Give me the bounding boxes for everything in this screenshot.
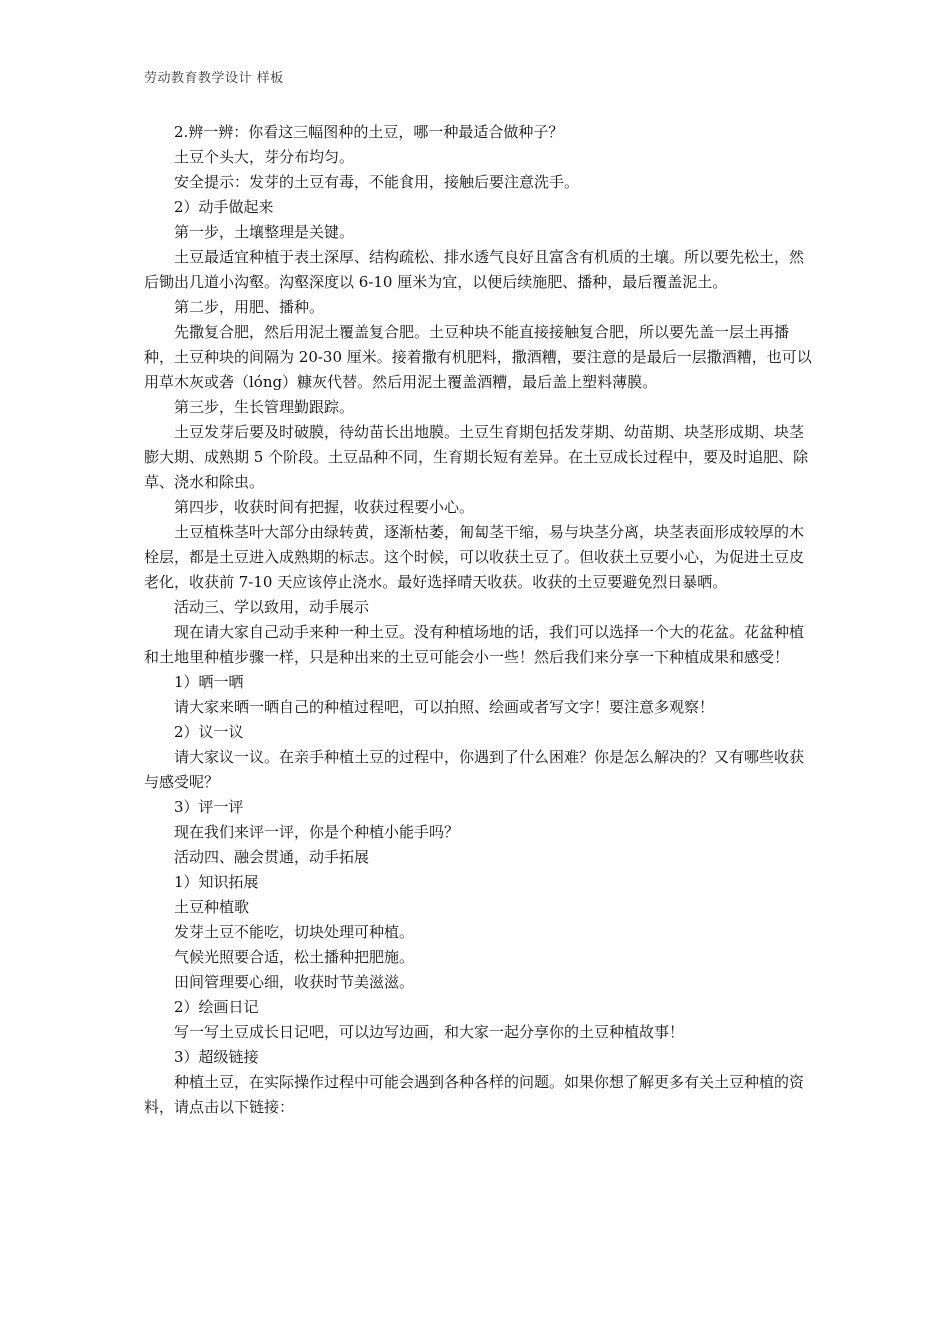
paragraph: 现在我们来评一评，你是个种植小能手吗？: [174, 823, 460, 841]
paragraph: 土豆最适宜种植于表土深厚、结构疏松、排水透气良好且富含有机质的土壤。所以要先松土，然后锄出几道小沟壑。沟壑深度以 6-10 厘米为宜，以便后续施肥、播种，最后覆盖泥土。: [144, 248, 805, 291]
page-header: 劳动教育教学设计 样板: [144, 71, 284, 86]
paragraph: 土豆个头大，芽分布均匀。: [174, 148, 355, 166]
paragraph: 请大家议一议。在亲手种植土豆的过程中，你遇到了什么困难？你是怎么解决的？又有哪些收获与感受呢？: [144, 748, 805, 791]
paragraph: 第二步，用肥、播种。: [174, 298, 325, 316]
paragraph: 安全提示：发芽的土豆有毒，不能食用，接触后要注意洗手。: [174, 173, 580, 191]
paragraph: 现在请大家自己动手来种一种土豆。没有种植场地的话，我们可以选择一个大的花盆。花盆种植和土地里种植步骤一样，只是种出来的土豆可能会小一些！然后我们来分享一下种植成果和感受！: [144, 623, 805, 666]
paragraph: 气候光照要合适，松土播种把肥施。: [174, 948, 415, 966]
paragraph: 土豆植株茎叶大部分由绿转黄，逐渐枯萎，匍匐茎干缩，易与块茎分离，块茎表面形成较厚的木栓层，都是土豆进入成熟期的标志。这个时候，可以收获土豆了。但收获土豆要小心，为促进土豆皮老化，收获前 7-10 天应该停止浇水。最好选择晴天收获。收获的土豆要避免烈日暴晒。: [144, 523, 805, 591]
paragraph: 第一步，土壤整理是关键。: [174, 223, 355, 241]
paragraph: 2）绘画日记: [174, 998, 259, 1016]
paragraph: 田间管理要心细，收获时节美滋滋。: [174, 973, 415, 991]
paragraph: 第三步，生长管理勤跟踪。: [174, 398, 355, 416]
paragraph: 2）议一议: [174, 723, 244, 741]
paragraph: 1）知识拓展: [174, 873, 259, 891]
paragraph: 3）超级链接: [174, 1048, 259, 1066]
paragraph: 活动四、融会贯通，动手拓展: [174, 848, 370, 866]
paragraph: 种植土豆，在实际操作过程中可能会遇到各种各样的问题。如果你想了解更多有关土豆种植的资料，请点击以下链接：: [144, 1073, 805, 1116]
paragraph: 2.辨一辨：你看这三幅图种的土豆，哪一种最适合做种子？: [174, 123, 564, 141]
paragraph: 发芽土豆不能吃，切块处理可种植。: [174, 923, 415, 941]
document-body: [144, 120, 816, 1120]
paragraph: 写一写土豆成长日记吧，可以边写边画，和大家一起分享你的土豆种植故事！: [174, 1023, 685, 1041]
paragraph: 2）动手做起来: [174, 198, 274, 216]
paragraph: 请大家来晒一晒自己的种植过程吧，可以拍照、绘画或者写文字！要注意多观察！: [174, 698, 715, 716]
paragraph: 先撒复合肥，然后用泥土覆盖复合肥。土豆种块不能直接接触复合肥，所以要先盖一层土再播种，土豆种块的间隔为 20-30 厘米。接着撒有机肥料，撒酒糟，要注意的是最后一层撒酒糟，也可以用草木灰或砻（lóng）糠灰代替。然后用泥土覆盖酒糟，最后盖上塑料薄膜。: [144, 323, 812, 391]
paragraph: 1）晒一晒: [174, 673, 244, 691]
paragraph: 3）评一评: [174, 798, 244, 816]
paragraph: 第四步，收获时间有把握，收获过程要小心。: [174, 498, 475, 516]
paragraph: 活动三、学以致用，动手展示: [174, 598, 370, 616]
paragraph: 土豆发芽后要及时破膜，待幼苗长出地膜。土豆生育期包括发芽期、幼苗期、块茎形成期、块茎膨大期、成熟期 5 个阶段。土豆品种不同，生育期长短有差异。在土豆成长过程中，要及时追肥、除草、浇水和除虫。: [144, 423, 809, 491]
paragraph: 土豆种植歌: [174, 898, 250, 916]
